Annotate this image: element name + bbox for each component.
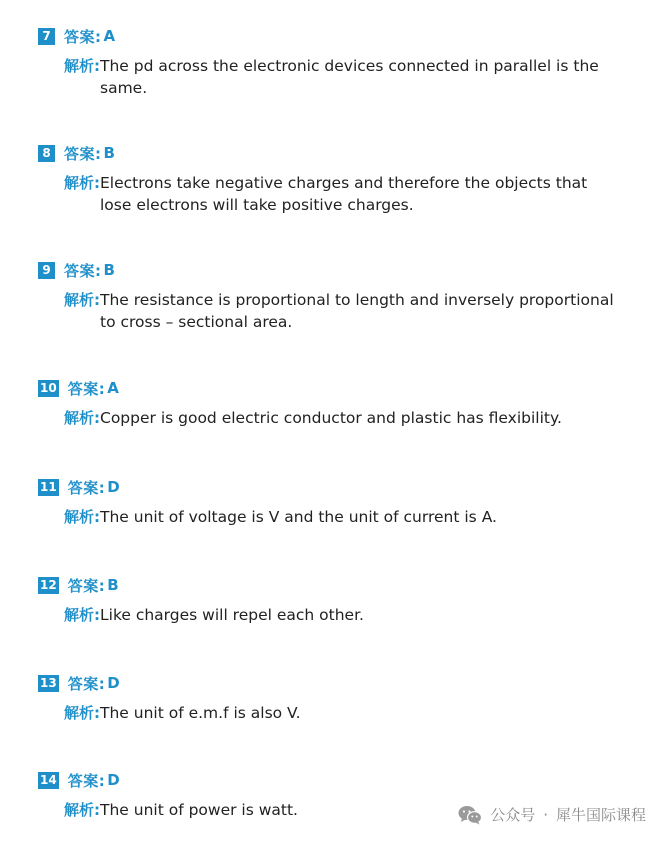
watermark [458,804,646,825]
analysis-text: Like charges will repel each other. [100,606,364,624]
answer-row [38,378,638,398]
answer-item-11 [38,477,638,528]
answer-value: A [103,27,116,45]
answer-value: B [107,576,119,594]
analysis-label: 解析: [64,801,100,819]
question-number-badge: 13 [40,675,57,690]
question-number-badge: 7 [38,28,55,45]
answer-item-10 [38,378,638,429]
watermark-source: 公众号 [490,806,536,824]
answer-label: 答案: [64,27,102,46]
analysis-row [38,407,638,429]
analysis-text: The pd across the electronic devices connected in parallel is the same. [100,57,599,97]
wechat-icon [458,805,482,825]
answer-value: D [107,478,120,496]
watermark-account: 犀牛国际课程 [555,806,646,824]
answer-value: D [107,674,120,692]
answer-item-13 [38,673,638,724]
answer-label: 答案: [67,674,106,693]
analysis-row [38,289,638,333]
answer-row [38,673,638,693]
analysis-text: Electrons take negative charges and therefore the objects that lose electrons will take positive charges. [100,174,588,214]
analysis-text: The resistance is proportional to length and inversely proportional to cross – sectional area. [100,291,614,331]
answer-label: 答案: [67,478,106,497]
answer-value: B [103,144,115,162]
analysis-text: The unit of power is watt. [100,801,298,819]
analysis-label: 解析: [64,508,100,526]
question-number-badge: 14 [40,772,57,787]
watermark-separator: · [543,805,548,824]
answer-label: 答案: [64,144,102,163]
answer-row [38,260,638,280]
answer-row [38,770,638,790]
answer-value: B [103,261,115,279]
analysis-label: 解析: [64,704,100,722]
analysis-row [38,55,638,99]
analysis-row [38,604,638,626]
answer-row [38,26,638,46]
analysis-text: Copper is good electric conductor and plastic has flexibility. [100,409,562,427]
analysis-label: 解析: [64,57,100,75]
analysis-text: The unit of voltage is V and the unit of current is A. [100,508,497,526]
analysis-label: 解析: [64,174,100,192]
answer-value: A [107,379,119,397]
answer-item-12 [38,575,638,626]
question-number-badge: 8 [38,145,55,162]
question-number-badge: 12 [40,577,57,592]
analysis-label: 解析: [64,291,100,309]
answer-label: 答案: [67,576,106,595]
answer-label: 答案: [67,771,106,790]
answer-value: D [107,771,120,789]
analysis-row [38,172,638,216]
answer-item-7 [38,26,638,99]
analysis-label: 解析: [64,409,100,427]
answer-row [38,575,638,595]
question-number-badge: 10 [40,380,57,395]
answer-label: 答案: [64,261,102,280]
question-number-badge: 9 [38,262,55,279]
answer-item-9 [38,260,638,333]
analysis-row [38,702,638,724]
answer-row [38,477,638,497]
analysis-text: The unit of e.m.f is also V. [100,704,301,722]
question-number-badge: 11 [40,479,57,494]
answer-label: 答案: [67,379,106,398]
analysis-row [38,506,638,528]
analysis-label: 解析: [64,606,100,624]
answer-row [38,143,638,163]
answer-item-8 [38,143,638,216]
